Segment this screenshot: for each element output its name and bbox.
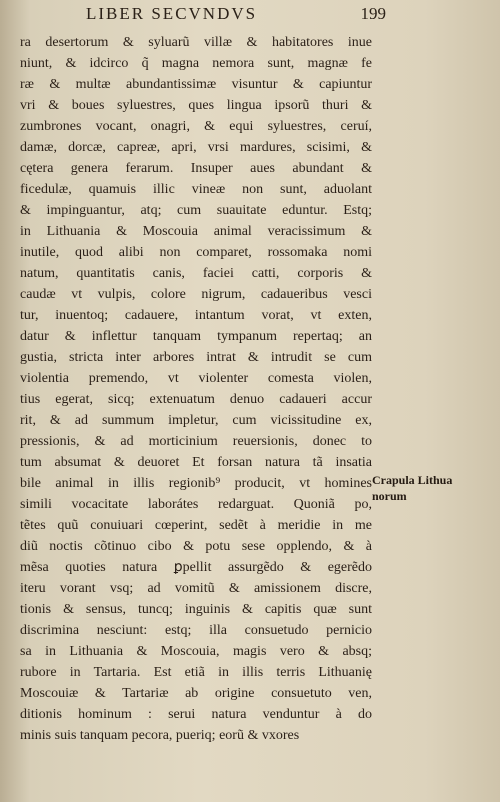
page-number: 199 — [360, 4, 386, 23]
text-line: minis suis tanquam pecora, pueriq; eorũ & vxores — [20, 728, 300, 743]
text-line: simili vocacitate laborátes redarguat. Quoniã po, — [20, 497, 372, 512]
text-line: damæ, dorcæ, capreæ, apri, vrsi mardures, scisimi, & — [20, 140, 372, 155]
text-line: ficedulæ, quamuis illic vineæ non sunt, aduolant — [20, 182, 372, 197]
running-header — [86, 4, 386, 28]
text-line: sa in Lithuania & Moscouia, magis vero & absq; — [20, 644, 372, 659]
text-line: cętera genera ferarum. Insuper aues abundant & — [20, 161, 372, 176]
text-line: ræ & multæ abundantissimæ visuntur & capiuntur — [20, 77, 372, 92]
marginal-note-line: norum — [372, 489, 407, 503]
bleed-through-text — [28, 693, 40, 708]
text-line: Moscouiæ & Tartariæ ab origine consuetuto ven, — [20, 686, 372, 701]
text-line: tur, inuentoq; cadauere, intantum vorat, vt exten, — [20, 308, 372, 323]
text-line: zumbrones vocant, onagri, & equi syluestres, ceruí, — [20, 119, 372, 134]
text-line: pressionis, & ad morticinium reuersionis, donec to — [20, 434, 372, 449]
text-line: discrimina nesciunt: estq; illa consuetudo pernicio — [20, 623, 372, 638]
text-line: tionis & sensus, tuncq; inguinis & capitis quæ sunt — [20, 602, 372, 617]
marginal-note-line: Crapula Lithua — [372, 473, 453, 487]
text-line: tẽtes quũ conuiuari cœperint, sedẽt à meridie in me — [20, 518, 372, 533]
running-title: LIBER SECVNDVS — [86, 4, 258, 23]
text-line: iteru vorant vsq; ad vomitũ & amissionem discre, — [20, 581, 372, 596]
text-line: gustia, stricta inter arbores intrat & intrudit se cum — [20, 350, 372, 365]
body-text-block — [20, 32, 372, 746]
text-line: inutile, quod alibi non comparet, rossomaka nomi — [20, 245, 372, 260]
marginal-note — [372, 472, 496, 504]
text-line: in Lithuania & Moscouia animal veracissimum & — [20, 224, 372, 239]
text-line: ditionis hominum : serui natura venduntur à do — [20, 707, 372, 722]
text-line: ra desertorum & syluarũ villæ & habitatores inue — [20, 35, 372, 50]
text-line: rubore in Tartaria. Est etiã in illis terris Lithuanię — [20, 665, 372, 680]
text-line: caudæ vt vulpis, colore nigrum, cadaueribus vesci — [20, 287, 372, 302]
text-line: & impinguantur, atq; cum suauitate eduntur. Estq; — [20, 203, 372, 218]
text-line: rit, & ad summum impletur, cum vicissitudine ex, — [20, 413, 372, 428]
text-line: violentia premendo, vt violenter comesta violen, — [20, 371, 372, 386]
text-line: mẽsa quoties natura ꝑpellit assurgẽdo & egerẽdo — [20, 560, 372, 575]
text-line: tum absumat & deuoret Et forsan natura tã insatia — [20, 455, 372, 470]
bleed-through-text — [412, 660, 424, 675]
text-line: tius egerat, sicq; extenuatum denuo cadaueri accur — [20, 392, 372, 407]
text-line: diũ noctis cõtinuo cibo & potu sese opplendo, & à — [20, 539, 372, 554]
text-line: niunt, & idcirco q̃ magna nemora sunt, magnæ fe — [20, 56, 372, 71]
text-line: bile animal in illis regionib⁹ producit, vt homines — [20, 476, 372, 491]
text-line: vri & boues syluestres, ques lingua ipsorũ thuri & — [20, 98, 372, 113]
text-line: natum, quantitatis canis, faciei catti, corporis & — [20, 266, 372, 281]
text-line: datur & inflettur tanquam tympanum repertaq; an — [20, 329, 372, 344]
